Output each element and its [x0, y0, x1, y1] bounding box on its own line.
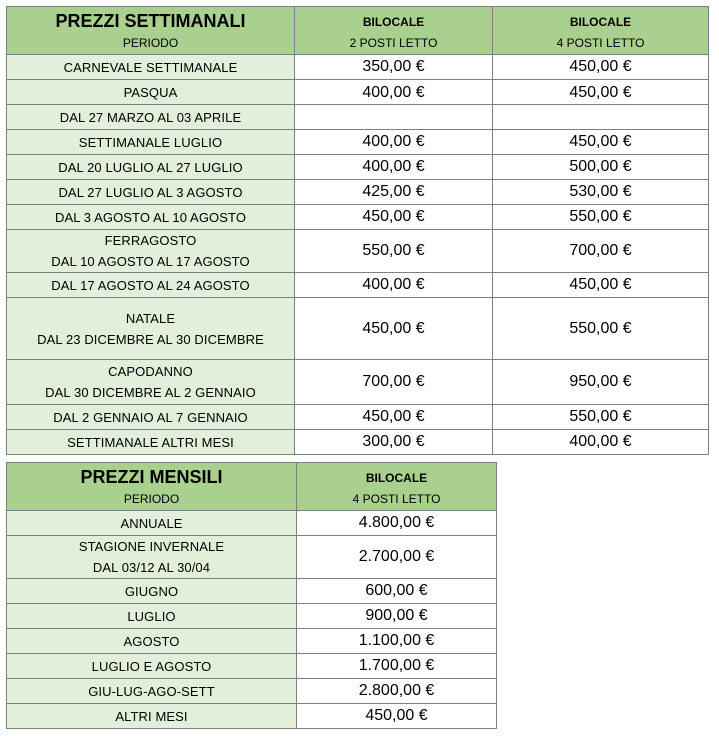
price-cell	[297, 629, 497, 654]
weekly-row	[7, 105, 709, 130]
price-value: 500,00 €	[569, 158, 632, 175]
price-cell	[297, 536, 497, 579]
price-cell	[295, 80, 493, 105]
period-label: FERRAGOSTO	[104, 233, 197, 248]
price-cell	[297, 654, 497, 679]
period-label: CARNEVALE SETTIMANALE	[63, 59, 238, 75]
price-value: 550,00 €	[569, 208, 632, 225]
price-cell	[493, 180, 709, 205]
price-cell	[295, 180, 493, 205]
price-value: 530,00 €	[569, 183, 632, 200]
weekly-period-header: PERIODO	[122, 36, 179, 50]
price-cell	[295, 130, 493, 155]
period-cell	[7, 180, 295, 205]
price-cell	[493, 360, 709, 405]
monthly-prices-table	[6, 462, 497, 729]
period-cell	[7, 579, 297, 604]
weekly-row	[7, 130, 709, 155]
period-label: GIUGNO	[124, 583, 179, 599]
period-label: SETTIMANALE LUGLIO	[78, 134, 223, 150]
price-value: 900,00 €	[365, 607, 428, 624]
period-label: DAL 23 DICEMBRE AL 30 DICEMBRE	[37, 331, 264, 347]
price-cell	[493, 298, 709, 360]
period-cell	[7, 405, 295, 430]
price-cell	[297, 679, 497, 704]
price-cell	[295, 230, 493, 273]
price-value: 400,00 €	[362, 158, 425, 175]
price-cell	[297, 604, 497, 629]
weekly-row	[7, 405, 709, 430]
price-value: 4.800,00 €	[358, 514, 435, 531]
price-value: 450,00 €	[362, 208, 425, 225]
price-value: 550,00 €	[362, 242, 425, 259]
monthly-header-row	[7, 463, 497, 511]
monthly-row	[7, 679, 497, 704]
price-cell	[493, 105, 709, 130]
period-label: AGOSTO	[123, 633, 180, 649]
period-label: DAL 27 MARZO AL 03 APRILE	[59, 109, 242, 125]
period-cell	[7, 273, 295, 298]
period-cell	[7, 155, 295, 180]
price-value: 350,00 €	[362, 58, 425, 75]
monthly-row	[7, 536, 497, 579]
monthly-row	[7, 704, 497, 729]
price-value: 1.700,00 €	[358, 657, 435, 674]
price-value: 450,00 €	[362, 319, 425, 337]
period-label: DAL 3 AGOSTO AL 10 AGOSTO	[54, 209, 247, 225]
weekly-col-4-posti	[493, 7, 709, 55]
price-value: 950,00 €	[569, 373, 632, 390]
period-label: DAL 17 AGOSTO AL 24 AGOSTO	[51, 277, 250, 293]
column-title: BILOCALE	[362, 15, 425, 29]
price-value: 600,00 €	[365, 582, 428, 599]
weekly-row	[7, 80, 709, 105]
period-cell	[7, 360, 295, 405]
price-cell	[493, 205, 709, 230]
weekly-row	[7, 273, 709, 298]
period-cell	[7, 205, 295, 230]
price-value: 450,00 €	[569, 58, 632, 75]
period-label: GIU-LUG-AGO-SETT	[88, 683, 215, 699]
weekly-row	[7, 360, 709, 405]
period-cell	[7, 230, 295, 273]
period-cell	[7, 298, 295, 360]
price-cell	[493, 155, 709, 180]
weekly-title-cell	[7, 7, 295, 55]
column-title: BILOCALE	[569, 15, 632, 29]
period-label: DAL 10 AGOSTO AL 17 AGOSTO	[51, 254, 250, 269]
period-label: DAL 27 LUGLIO AL 3 AGOSTO	[58, 184, 243, 200]
price-cell	[493, 130, 709, 155]
price-value: 2.800,00 €	[358, 682, 435, 699]
column-subtitle: 4 POSTI LETTO	[352, 492, 441, 506]
price-cell	[295, 405, 493, 430]
price-value: 400,00 €	[362, 84, 425, 101]
price-value: 400,00 €	[362, 133, 425, 150]
price-cell	[295, 105, 493, 130]
price-cell	[493, 80, 709, 105]
price-value: 550,00 €	[569, 319, 632, 337]
price-cell	[295, 55, 493, 80]
monthly-row	[7, 654, 497, 679]
monthly-row	[7, 579, 497, 604]
price-value: 1.100,00 €	[358, 632, 435, 649]
weekly-col-2-posti	[295, 7, 493, 55]
period-cell	[7, 704, 297, 729]
period-cell	[7, 55, 295, 80]
weekly-row	[7, 180, 709, 205]
price-cell	[493, 230, 709, 273]
monthly-period-header: PERIODO	[123, 492, 180, 506]
period-cell	[7, 536, 297, 579]
period-label: LUGLIO	[127, 608, 176, 624]
price-cell	[295, 298, 493, 360]
price-cell	[493, 405, 709, 430]
period-cell	[7, 679, 297, 704]
price-value: 300,00 €	[362, 433, 425, 450]
weekly-row	[7, 430, 709, 455]
column-title: BILOCALE	[365, 471, 428, 485]
price-value: 400,00 €	[569, 433, 632, 450]
price-cell	[295, 205, 493, 230]
period-cell	[7, 105, 295, 130]
period-cell	[7, 604, 297, 629]
column-subtitle: 4 POSTI LETTO	[556, 36, 645, 50]
period-label: ANNUALE	[120, 515, 183, 531]
period-label: NATALE	[125, 310, 176, 326]
period-label: DAL 03/12 AL 30/04	[92, 560, 211, 575]
monthly-row	[7, 604, 497, 629]
period-label: SETTIMANALE ALTRI MESI	[67, 434, 234, 450]
price-cell	[297, 511, 497, 536]
period-cell	[7, 629, 297, 654]
price-cell	[295, 430, 493, 455]
weekly-row	[7, 230, 709, 273]
price-value: 450,00 €	[569, 84, 632, 101]
period-label: LUGLIO E AGOSTO	[91, 658, 212, 674]
period-cell	[7, 511, 297, 536]
period-label: STAGIONE INVERNALE	[78, 539, 225, 554]
period-label: DAL 20 LUGLIO AL 27 LUGLIO	[58, 159, 243, 175]
price-value: 450,00 €	[362, 408, 425, 425]
price-value: 450,00 €	[569, 133, 632, 150]
period-label: DAL 2 GENNAIO AL 7 GENNAIO	[53, 409, 248, 425]
period-cell	[7, 130, 295, 155]
price-value: 700,00 €	[362, 373, 425, 390]
price-value: 425,00 €	[362, 183, 425, 200]
period-label: ALTRI MESI	[115, 708, 188, 724]
price-cell	[297, 579, 497, 604]
price-value: 2.700,00 €	[358, 548, 435, 565]
period-label: PASQUA	[123, 84, 178, 100]
price-value: 550,00 €	[569, 408, 632, 425]
price-cell	[493, 430, 709, 455]
price-value: 400,00 €	[362, 276, 425, 293]
weekly-title: PREZZI SETTIMANALI	[55, 11, 246, 31]
price-cell	[297, 704, 497, 729]
price-cell	[493, 273, 709, 298]
weekly-row	[7, 155, 709, 180]
price-cell	[295, 155, 493, 180]
price-value: 450,00 €	[569, 276, 632, 293]
weekly-row	[7, 205, 709, 230]
period-cell	[7, 80, 295, 105]
monthly-col-4-posti	[297, 463, 497, 511]
period-label: CAPODANNO	[108, 364, 193, 379]
weekly-header-row	[7, 7, 709, 55]
period-label: DAL 30 DICEMBRE AL 2 GENNAIO	[45, 385, 256, 400]
price-cell	[295, 273, 493, 298]
monthly-title: PREZZI MENSILI	[80, 467, 223, 487]
monthly-row	[7, 629, 497, 654]
weekly-prices-table	[6, 6, 709, 455]
period-cell	[7, 430, 295, 455]
period-cell	[7, 654, 297, 679]
price-value: 700,00 €	[569, 242, 632, 259]
weekly-row	[7, 55, 709, 80]
price-cell	[295, 360, 493, 405]
weekly-row	[7, 298, 709, 360]
monthly-row	[7, 511, 497, 536]
column-subtitle: 2 POSTI LETTO	[349, 36, 438, 50]
monthly-title-cell	[7, 463, 297, 511]
price-value: 450,00 €	[365, 707, 428, 724]
price-cell	[493, 55, 709, 80]
